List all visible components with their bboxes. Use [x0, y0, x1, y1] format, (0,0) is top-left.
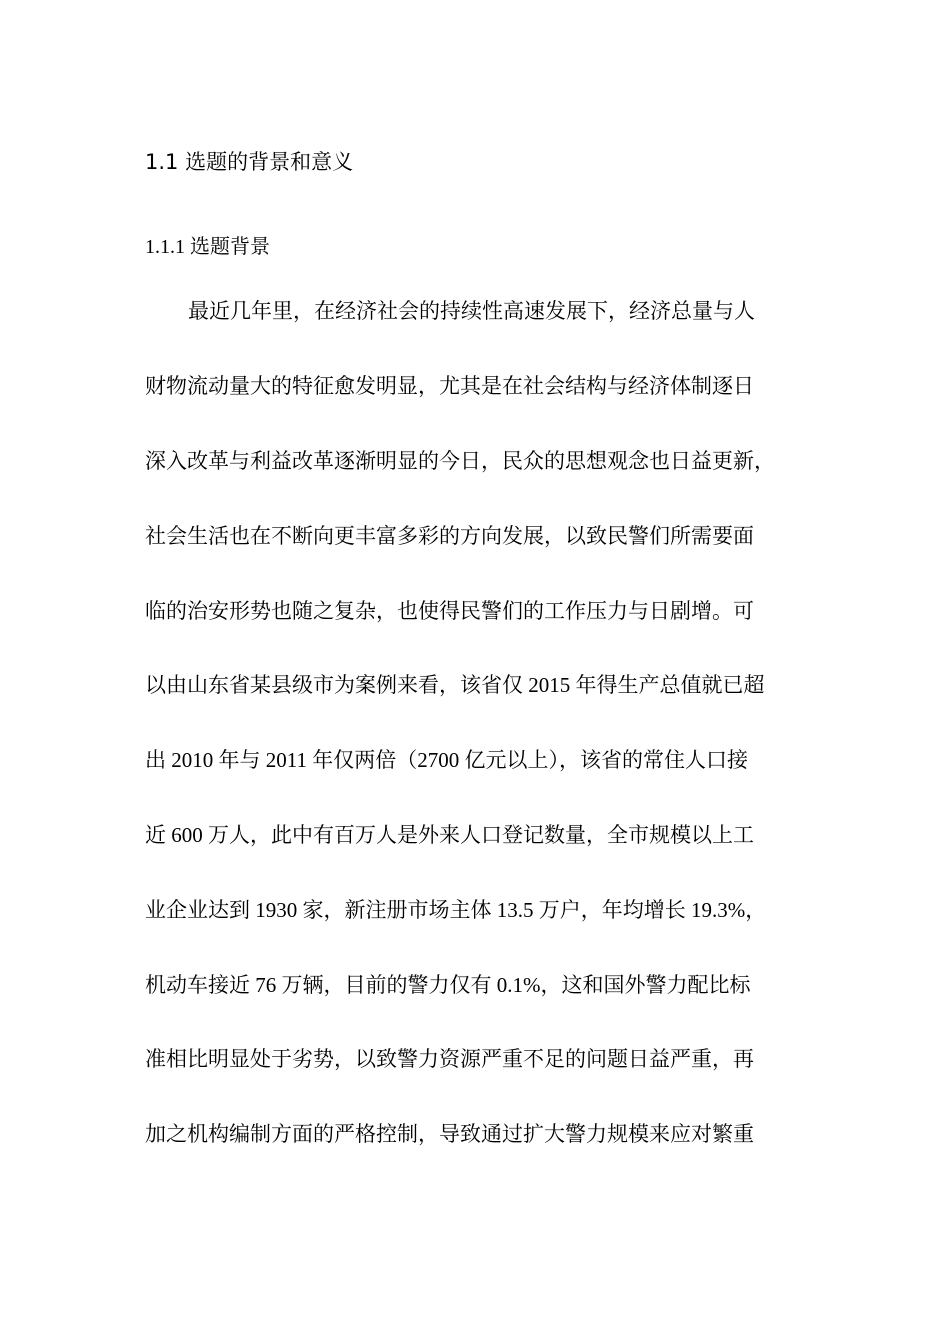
paragraph-line: 社会生活也在不断向更丰富多彩的方向发展，以致民警们所需要面: [145, 524, 754, 548]
paragraph-line: 以由山东省某县级市为案例来看，该省仅 2015 年得生产总值就已超: [145, 673, 765, 697]
subsection-heading: 1.1.1 选题背景: [145, 236, 270, 258]
paragraph-line: 业企业达到 1930 家，新注册市场主体 13.5 万户，年均增长 19.3%，: [145, 898, 767, 922]
paragraph-line: 近 600 万人，此中有百万人是外来人口登记数量，全市规模以上工: [145, 823, 754, 847]
paragraph-line: 加之机构编制方面的严格控制，导致通过扩大警力规模来应对繁重: [145, 1122, 754, 1146]
paragraph-line: 临的治安形势也随之复杂，也使得民警们的工作压力与日剧增。可: [145, 599, 754, 623]
paragraph-line: 深入改革与利益改革逐渐明显的今日，民众的思想观念也日益更新，: [145, 449, 775, 473]
paragraph-line: 最近几年里，在经济社会的持续性高速发展下，经济总量与人: [188, 299, 755, 323]
section-heading: 1.1 选题的背景和意义: [145, 150, 354, 174]
paragraph-line: 机动车接近 76 万辆，目前的警力仅有 0.1%，这和国外警力配比标: [145, 973, 751, 997]
paragraph-line: 财物流动量大的特征愈发明显，尤其是在社会结构与经济体制逐日: [145, 374, 754, 398]
paragraph-line: 出 2010 年与 2011 年仅两倍（2700 亿元以上），该省的常住人口接: [145, 748, 748, 772]
paragraph-line: 准相比明显处于劣势，以致警力资源严重不足的问题日益严重，再: [145, 1047, 754, 1071]
